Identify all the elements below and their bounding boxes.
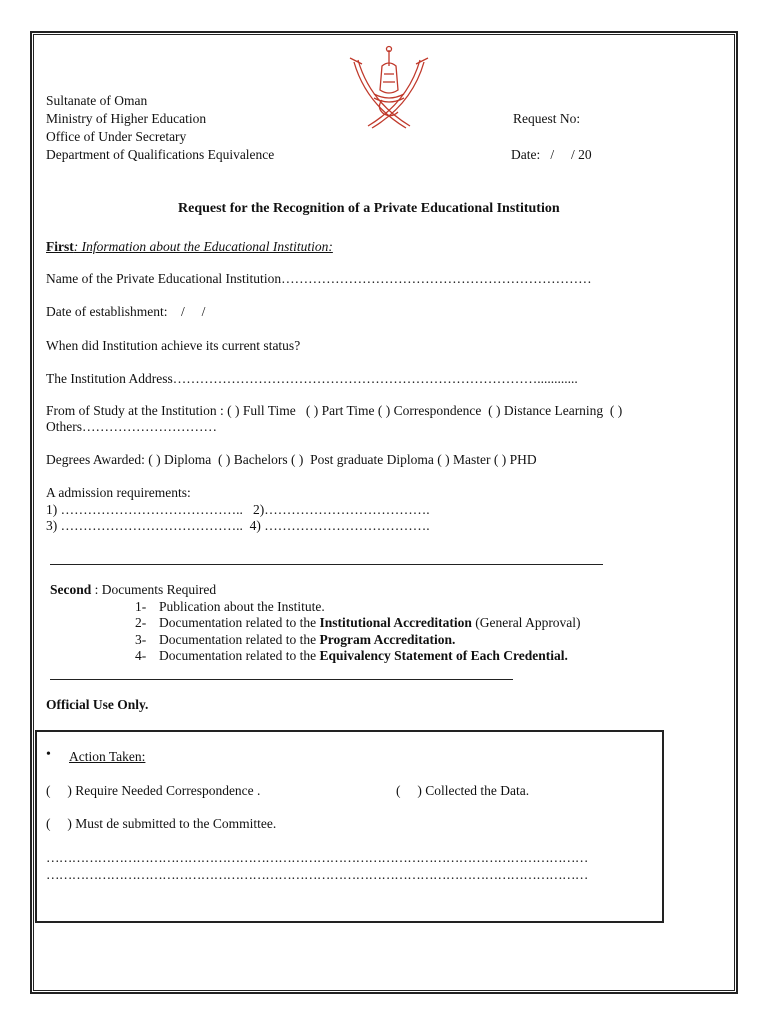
degrees-awarded-line: Degrees Awarded: ( ) Diploma ( ) Bachelors ( ) Post graduate Diploma ( ) Master ( ) PHD	[46, 452, 537, 467]
current-status-question: When did Institution achieve its current status?	[46, 338, 301, 353]
list-item: 2- Documentation related to the Institutional Accreditation (General Approval)	[135, 615, 581, 630]
second-heading-text: : Documents Required	[91, 582, 217, 597]
institution-address-field: The Institution Address………………………………………………………………………............	[46, 371, 578, 386]
study-form-line: From of Study at the Institution : ( ) Full Time ( ) Part Time ( ) Correspondence ( ) Distance Learning ( )	[46, 403, 623, 418]
first-section-heading	[46, 238, 333, 256]
first-heading-text: : Information about the Educational Institution:	[73, 239, 333, 254]
list-item: 3- Documentation related to the Program Accreditation.	[135, 632, 456, 647]
second-label: Second	[50, 582, 92, 597]
second-section-heading	[50, 581, 216, 599]
option-require-correspondence[interactable]: ( ) Require Needed Correspondence .	[46, 783, 261, 798]
section-divider	[50, 679, 513, 680]
option-collected-data[interactable]: ( ) Collected the Data.	[396, 783, 530, 798]
admission-requirements-row-2: 3) ………………………………….. 4) ……………………………….	[46, 518, 430, 533]
ministry-name-line: Ministry of Higher Education	[46, 111, 207, 126]
date-label: Date: / / 20	[511, 147, 592, 162]
notes-dotted-line-2: ………………………………………………………………………………………………………………	[46, 867, 588, 882]
request-no-label: Request No:	[513, 111, 581, 126]
first-label: First	[46, 239, 74, 254]
option-submit-committee[interactable]: ( ) Must de submitted to the Committee.	[46, 816, 277, 831]
document-title: Request for the Recognition of a Private Educational Institution	[178, 201, 560, 216]
org-name-line: Sultanate of Oman	[46, 93, 148, 108]
list-item: 4- Documentation related to the Equivalency Statement of Each Credential.	[135, 648, 568, 663]
oman-national-emblem-icon	[346, 44, 432, 130]
list-item: 1- Publication about the Institute.	[135, 599, 325, 614]
institution-name-field: Name of the Private Educational Institution……………………………………………………………	[46, 271, 592, 286]
department-name-line: Department of Qualifications Equivalence	[46, 147, 275, 162]
bullet-icon: •	[46, 747, 51, 762]
admission-requirements-row-1: 1) ………………………………….. 2)……………………………….	[46, 502, 430, 517]
office-name-line: Office of Under Secretary	[46, 129, 187, 144]
admission-requirements-label: A admission requirements:	[46, 485, 191, 500]
official-use-label: Official Use Only.	[46, 697, 149, 712]
date-of-establishment-field: Date of establishment: / /	[46, 304, 206, 319]
notes-dotted-line-1: ………………………………………………………………………………………………………………	[46, 850, 588, 865]
section-divider	[50, 564, 603, 565]
study-form-others: Others…………………………	[46, 419, 217, 434]
action-taken-label: Action Taken:	[69, 749, 146, 764]
